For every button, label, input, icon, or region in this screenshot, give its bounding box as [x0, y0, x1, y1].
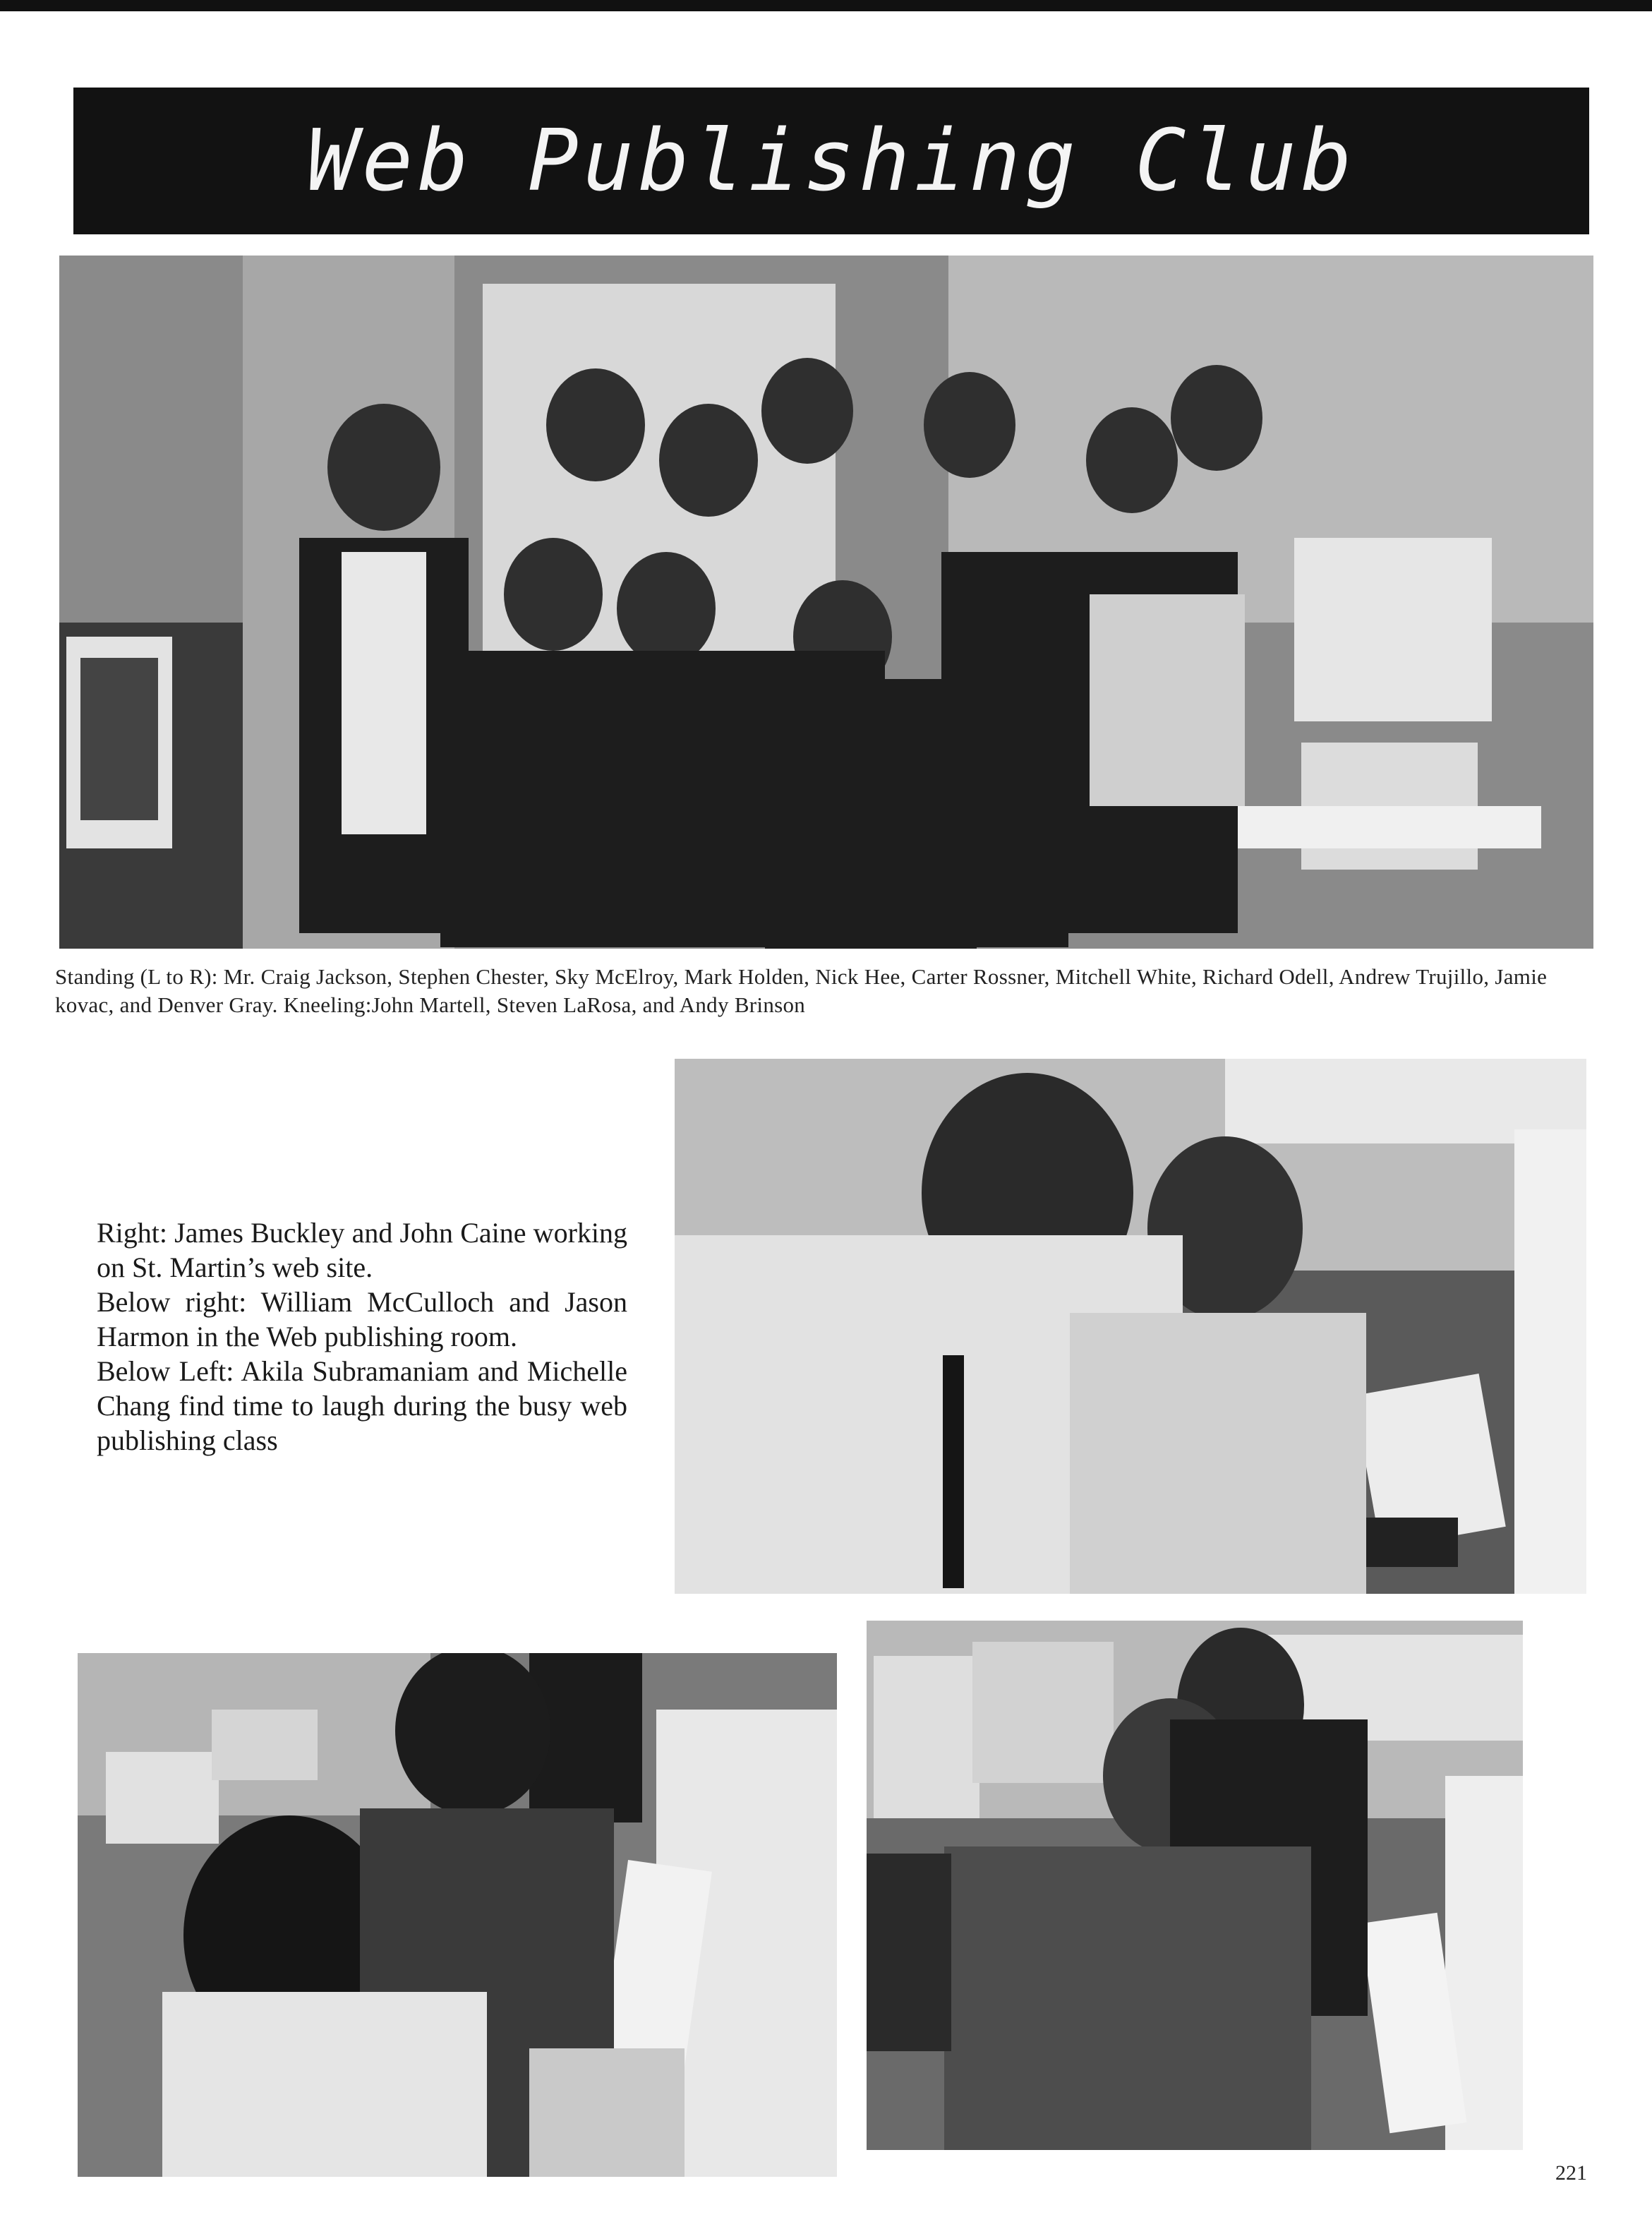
group-photo [59, 256, 1593, 949]
caption-right: Right: James Buckley and John Caine working on St. Martin’s web site. [97, 1217, 627, 1283]
page-title: Web Publishing Club [306, 112, 1356, 210]
group-photo-caption: Standing (L to R): Mr. Craig Jackson, Stephen Chester, Sky McElroy, Mark Holden, Nick Hee, Carter Rossner, Mitchell White, Richard Odell, Andrew Trujillo, Jamie kovac, and Denver Gray. Kneeling:John Martell, Steven LaRosa, and Andy Brinson [55, 964, 1548, 1017]
below-right-photo [867, 1621, 1523, 2150]
right-photo [675, 1059, 1586, 1594]
below-left-photo [78, 1653, 837, 2177]
title-banner [73, 88, 1589, 234]
caption-below-left: Below Left: Akila Subramaniam and Michelle Chang find time to laugh during the busy web publishing class [97, 1355, 627, 1456]
side-captions [97, 1215, 627, 1458]
top-edge-line [0, 0, 1652, 11]
caption-below-right: Below right: William McCulloch and Jason Harmon in the Web publishing room. [97, 1286, 627, 1352]
page-number: 221 [1555, 2161, 1587, 2185]
